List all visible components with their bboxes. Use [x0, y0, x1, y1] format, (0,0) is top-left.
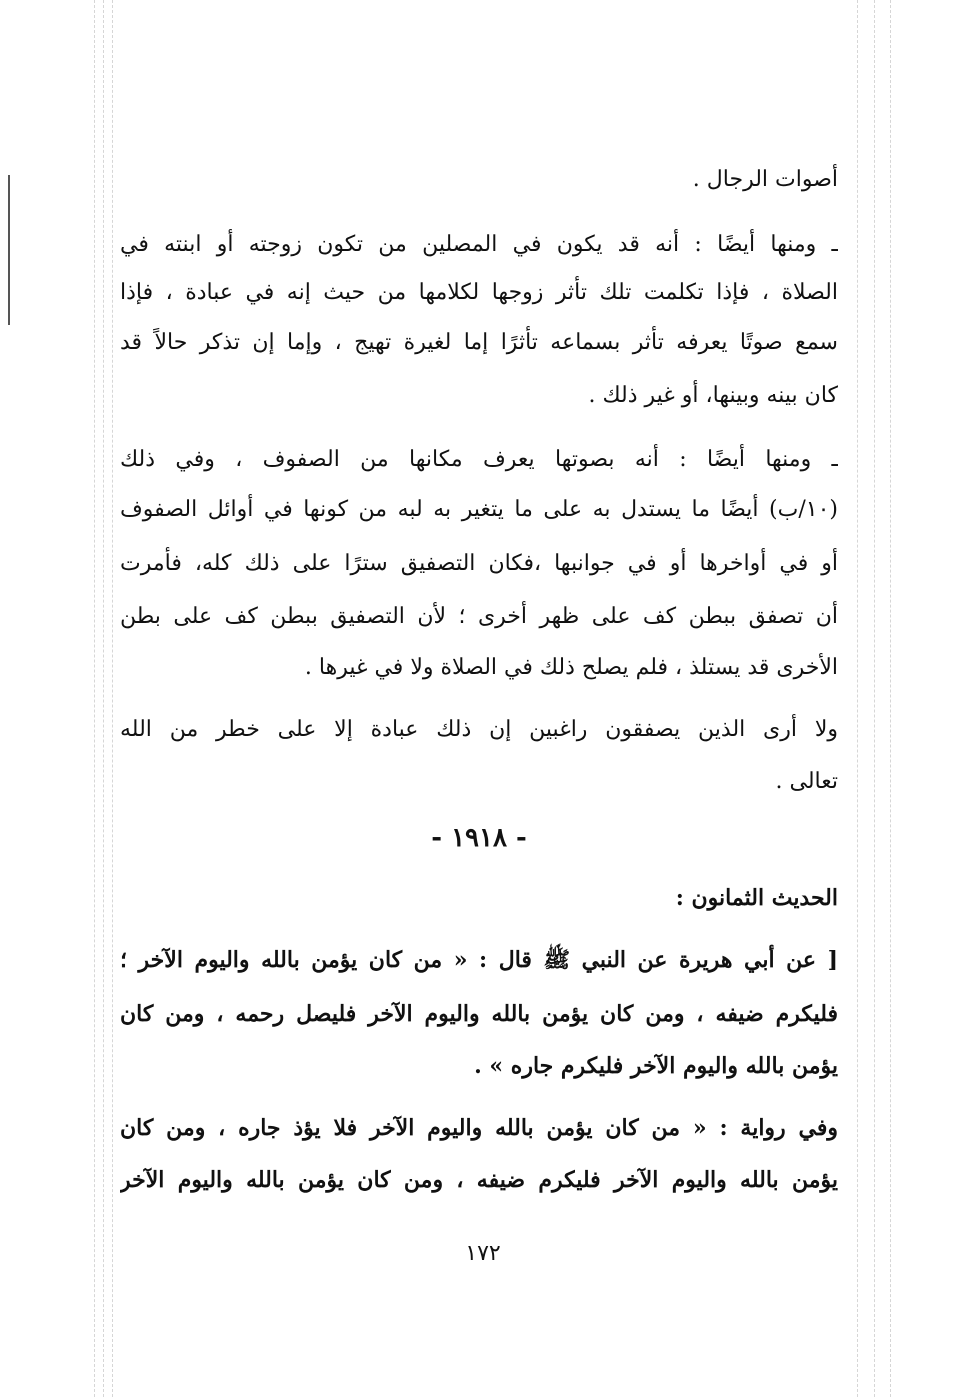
paragraph-4-line: تعالى .	[775, 769, 838, 794]
paragraph-4-line: ولا أرى الذين يصفقون راغبين إن ذلك عبادة إلا على خطر من الله	[120, 717, 838, 742]
paragraph-3-line: الأخرى قد يستلذ ، فلم يصلح ذلك في الصلاة ولا في غيرها .	[304, 655, 838, 680]
paragraph-2-line: سمع صوتًا يعرفه تأثر بسماعه تأثرًا إما لغيرة تهيج ، وإما إن تذكر حالاً قد	[120, 330, 838, 355]
margin-rule	[8, 175, 10, 325]
paragraph-3-line: أو في أواخرها أو في جوانبها ،فكان التصفيق سترًا على ذلك كله، فأمرت	[120, 551, 838, 576]
paragraph-1-line: أصوات الرجال .	[692, 167, 838, 192]
paragraph-3-line: (١٠/ب) أيضًا ما يستدل به على ما يتغير به لبه من كونها في أوائل الصفوف	[120, 497, 838, 522]
scan-guide-line	[874, 0, 875, 1397]
hadith-heading: الحديث الثمانون :	[675, 885, 838, 911]
riwaya-line: يؤمن بالله واليوم الآخر فليكرم ضيفه ، ومن كان يؤمن بالله واليوم الآخر	[120, 1167, 838, 1193]
scan-guide-line	[890, 0, 891, 1397]
paragraph-3-line: أن تصفق ببطن كف على ظهر أخرى ؛ لأن التصفيق ببطن كف على بطن	[120, 604, 838, 629]
paragraph-2-line: كان بينه وبينها، أو غير ذلك .	[588, 383, 838, 408]
scan-guide-line	[857, 0, 858, 1397]
hadith-number: - ١٩١٨ -	[431, 823, 527, 853]
paragraph-2-line: الصلاة ، فإذا تكلمت تلك تأثر زوجها لكلامها من حيث إنه في عبادة ، فإذا	[120, 280, 838, 305]
scan-guide-line	[112, 0, 113, 1397]
riwaya-line: وفي رواية : « من كان يؤمن بالله واليوم الآخر فلا يؤذ جاره ، ومن كان	[120, 1115, 838, 1141]
page-number: ١٧٢	[465, 1241, 501, 1266]
scan-guide-line	[94, 0, 95, 1397]
hadith-text-line: فليكرم ضيفه ، ومن كان يؤمن بالله واليوم الآخر فليصل رحمه ، ومن كان	[120, 1001, 838, 1027]
hadith-text-line: [ عن أبي هريرة عن النبي ﷺ قال : « من كان يؤمن بالله واليوم الآخر ؛	[120, 947, 838, 973]
paragraph-3-line: ـ ومنها أيضًا : أنه بصوتها يعرف مكانها من الصفوف ، وفي ذلك	[120, 447, 838, 472]
paragraph-2-line: ـ ومنها أيضًا : أنه قد يكون في المصلين من تكون زوجته أو ابنته في	[120, 232, 838, 257]
scan-guide-line	[103, 0, 104, 1397]
hadith-text-line: يؤمن بالله واليوم الآخر فليكرم جاره » .	[474, 1053, 838, 1079]
